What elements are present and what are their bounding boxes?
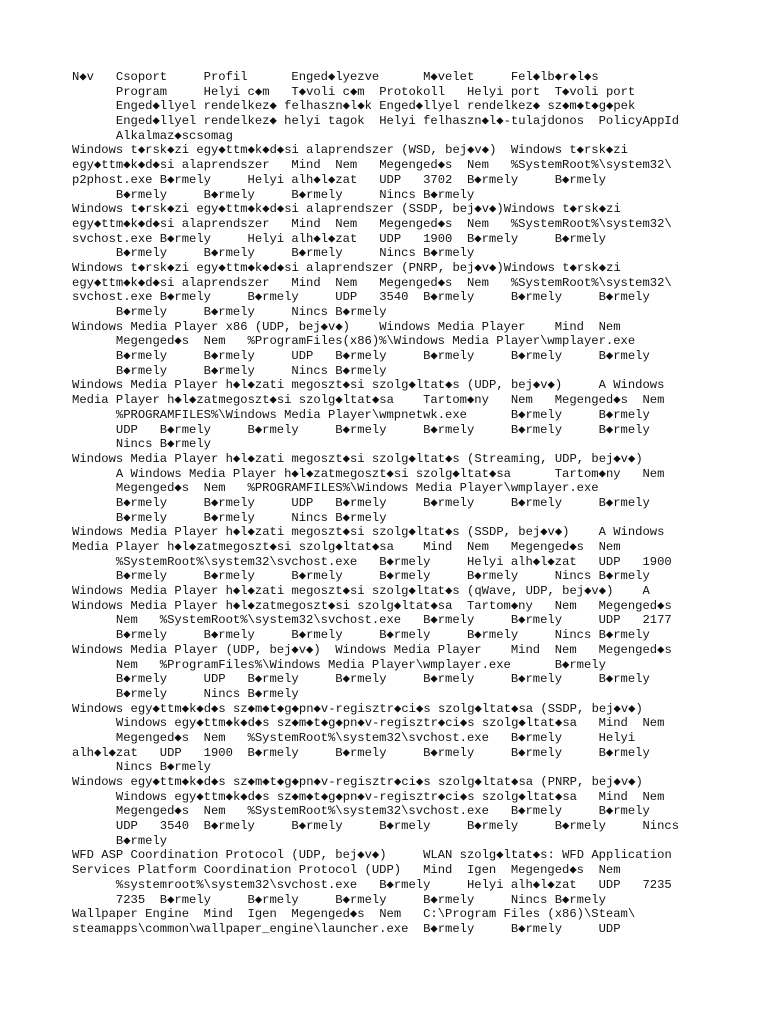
text-line: UDP B◆rmely B◆rmely B◆rmely B◆rmely B◆rmely B◆rmely xyxy=(72,422,650,437)
text-line: steamapps\common\wallpaper_engine\launcher.exe B◆rmely B◆rmely UDP xyxy=(72,921,621,936)
text-line: B◆rmely Nincs B◆rmely xyxy=(72,686,299,701)
text-line: Media Player h◆l◆zatmegoszt◆si szolg◆ltat◆sa Mind Nem Megenged◆s Nem xyxy=(72,540,621,554)
text-line: Windows Media Player h◆l◆zati megoszt◆si szolg◆ltat◆s (Streaming, UDP, bej◆v◆) xyxy=(72,451,643,466)
text-line: Nem %ProgramFiles%\Windows Media Player\wmplayer.exe B◆rmely xyxy=(72,657,606,672)
text-line: Enged◆llyel rendelkez◆ helyi tagok Helyi felhaszn◆l◆-tulajdonos PolicyAppId xyxy=(72,114,680,129)
text-line: N◆v Csoport Profil Enged◆lyezve M◆velet Fel◆lb◆r◆l◆s xyxy=(72,70,599,84)
text-line: B◆rmely B◆rmely B◆rmely B◆rmely B◆rmely Nincs B◆rmely xyxy=(72,569,650,584)
text-line: p2phost.exe B◆rmely Helyi alh◆l◆zat UDP 3702 B◆rmely B◆rmely xyxy=(72,172,606,187)
text-line: B◆rmely B◆rmely B◆rmely Nincs B◆rmely xyxy=(72,246,475,261)
text-line: svchost.exe B◆rmely B◆rmely UDP 3540 B◆rmely B◆rmely B◆rmely xyxy=(72,290,650,305)
text-line: Windows Media Player h◆l◆zati megoszt◆si szolg◆ltat◆s (qWave, UDP, bej◆v◆) A xyxy=(72,584,650,599)
text-line: %PROGRAMFILES%\Windows Media Player\wmpnetwk.exe B◆rmely B◆rmely xyxy=(72,407,650,422)
text-line: Windows egy◆ttm◆k◆d◆s sz◆m◆t◆g◆pn◆v-regisztr◆ci◆s szolg◆ltat◆sa Mind Nem xyxy=(72,716,665,731)
text-line: Megenged◆s Nem %PROGRAMFILES%\Windows Media Player\wmplayer.exe xyxy=(72,481,599,496)
text-line: B◆rmely UDP B◆rmely B◆rmely B◆rmely B◆rmely B◆rmely xyxy=(72,672,650,687)
text-line: Enged◆llyel rendelkez◆ felhaszn◆l◆k Enged◆llyel rendelkez◆ sz◆m◆t◆g◆pek xyxy=(72,99,636,114)
text-line: Program Helyi c◆m T◆voli c◆m Protokoll Helyi port T◆voli port xyxy=(72,84,636,99)
text-line: Windows Media Player h◆l◆zati megoszt◆si szolg◆ltat◆s (UDP, bej◆v◆) A Windows xyxy=(72,378,665,393)
text-line: Media Player h◆l◆zatmegoszt◆si szolg◆ltat◆sa Tartom◆ny Nem Megenged◆s Nem xyxy=(72,393,665,408)
text-line: Windows Media Player h◆l◆zatmegoszt◆si szolg◆ltat◆sa Tartom◆ny Nem Megenged◆s xyxy=(72,598,672,613)
text-line: svchost.exe B◆rmely Helyi alh◆l◆zat UDP 1900 B◆rmely B◆rmely xyxy=(72,231,606,246)
text-line: 7235 B◆rmely B◆rmely B◆rmely B◆rmely Nincs B◆rmely xyxy=(72,892,606,907)
text-line: egy◆ttm◆k◆d◆si alaprendszer Mind Nem Megenged◆s Nem %SystemRoot%\system32\ xyxy=(72,158,672,173)
text-line: UDP 3540 B◆rmely B◆rmely B◆rmely B◆rmely B◆rmely Nincs xyxy=(72,819,680,834)
text-line: Windows Media Player x86 (UDP, bej◆v◆) Windows Media Player Mind Nem xyxy=(72,319,621,334)
text-line: alh◆l◆zat UDP 1900 B◆rmely B◆rmely B◆rmely B◆rmely B◆rmely xyxy=(72,745,650,760)
text-line: Nincs B◆rmely xyxy=(72,437,211,452)
text-line: Windows t◆rsk◆zi egy◆ttm◆k◆d◆si alaprendszer (WSD, bej◆v◆) Windows t◆rsk◆zi xyxy=(72,143,628,158)
text-line: Windows egy◆ttm◆k◆d◆s sz◆m◆t◆g◆pn◆v-regisztr◆ci◆s szolg◆ltat◆sa (SSDP, bej◆v◆) xyxy=(72,701,643,716)
text-line: Wallpaper Engine Mind Igen Megenged◆s Nem C:\Program Files (x86)\Steam\ xyxy=(72,907,636,922)
text-line: B◆rmely B◆rmely Nincs B◆rmely xyxy=(72,305,387,319)
text-line: %SystemRoot%\system32\svchost.exe B◆rmely Helyi alh◆l◆zat UDP 1900 xyxy=(72,554,672,569)
text-line: Megenged◆s Nem %SystemRoot%\system32\svchost.exe B◆rmely B◆rmely xyxy=(72,804,650,819)
document-page xyxy=(72,70,712,937)
text-line: B◆rmely B◆rmely B◆rmely B◆rmely B◆rmely Nincs B◆rmely xyxy=(72,628,650,643)
text-line: Services Platform Coordination Protocol (UDP) Mind Igen Megenged◆s Nem xyxy=(72,863,621,878)
text-line: Windows Media Player (UDP, bej◆v◆) Windows Media Player Mind Nem Megenged◆s xyxy=(72,642,672,657)
text-line: Windows egy◆ttm◆k◆d◆s sz◆m◆t◆g◆pn◆v-regisztr◆ci◆s szolg◆ltat◆sa Mind Nem xyxy=(72,789,665,804)
firewall-rule-listing xyxy=(72,70,712,937)
text-line: Megenged◆s Nem %ProgramFiles(x86)%\Windows Media Player\wmplayer.exe xyxy=(72,334,636,349)
text-line: egy◆ttm◆k◆d◆si alaprendszer Mind Nem Megenged◆s Nem %SystemRoot%\system32\ xyxy=(72,275,672,290)
text-line: Windows t◆rsk◆zi egy◆ttm◆k◆d◆si alaprendszer (PNRP, bej◆v◆)Windows t◆rsk◆zi xyxy=(72,260,621,275)
text-line: Nincs B◆rmely xyxy=(72,760,211,775)
text-line: B◆rmely B◆rmely UDP B◆rmely B◆rmely B◆rmely B◆rmely xyxy=(72,349,650,364)
text-line: egy◆ttm◆k◆d◆si alaprendszer Mind Nem Megenged◆s Nem %SystemRoot%\system32\ xyxy=(72,216,672,231)
text-line: Windows Media Player h◆l◆zati megoszt◆si szolg◆ltat◆s (SSDP, bej◆v◆) A Windows xyxy=(72,525,665,540)
text-line: Windows egy◆ttm◆k◆d◆s sz◆m◆t◆g◆pn◆v-regisztr◆ci◆s szolg◆ltat◆sa (PNRP, bej◆v◆) xyxy=(72,775,643,789)
text-line: B◆rmely B◆rmely Nincs B◆rmely xyxy=(72,510,387,525)
text-line: B◆rmely B◆rmely UDP B◆rmely B◆rmely B◆rmely B◆rmely xyxy=(72,495,650,510)
text-line: WFD ASP Coordination Protocol (UDP, bej◆v◆) WLAN szolg◆ltat◆s: WFD Application xyxy=(72,848,672,863)
text-line: Windows t◆rsk◆zi egy◆ttm◆k◆d◆si alaprendszer (SSDP, bej◆v◆)Windows t◆rsk◆zi xyxy=(72,202,621,217)
text-line: %systemroot%\system32\svchost.exe B◆rmely Helyi alh◆l◆zat UDP 7235 xyxy=(72,877,672,892)
text-line: B◆rmely B◆rmely B◆rmely Nincs B◆rmely xyxy=(72,187,475,202)
text-line: Nem %SystemRoot%\system32\svchost.exe B◆rmely B◆rmely UDP 2177 xyxy=(72,613,672,628)
text-line: Megenged◆s Nem %SystemRoot%\system32\svchost.exe B◆rmely Helyi xyxy=(72,730,636,745)
text-line: A Windows Media Player h◆l◆zatmegoszt◆si szolg◆ltat◆sa Tartom◆ny Nem xyxy=(72,466,665,481)
text-line: Alkalmaz◆scsomag xyxy=(72,128,233,143)
text-line: B◆rmely xyxy=(72,833,168,848)
text-line: B◆rmely B◆rmely Nincs B◆rmely xyxy=(72,363,387,378)
